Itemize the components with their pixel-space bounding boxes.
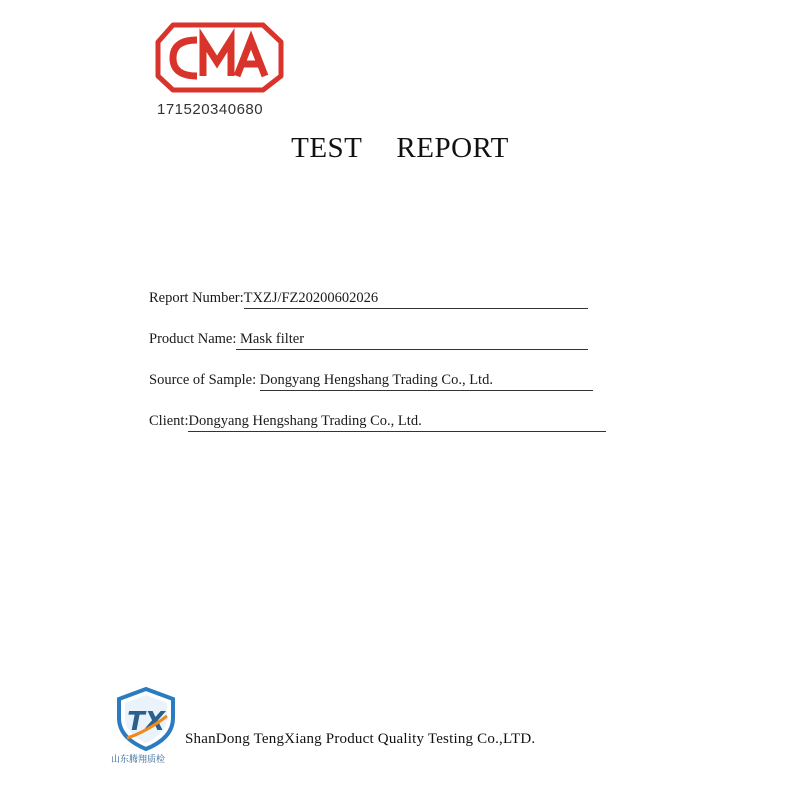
title-word-report: REPORT: [396, 132, 509, 164]
company-logo-icon: [113, 686, 179, 752]
field-report-number: [149, 290, 588, 309]
field-label: Client:: [149, 413, 189, 429]
field-value: TXZJ/FZ20200602026: [244, 290, 588, 309]
title-word-test: TEST: [291, 132, 363, 164]
page-title: [0, 132, 800, 165]
certificate-number: 171520340680: [157, 101, 264, 118]
field-label: Report Number:: [149, 290, 244, 306]
field-value: Mask filter: [236, 331, 588, 350]
field-value: Dongyang Hengshang Trading Co., Ltd.: [260, 372, 593, 391]
field-label: Product Name:: [149, 331, 237, 347]
field-value: Dongyang Hengshang Trading Co., Ltd.: [188, 413, 606, 432]
field-source-of-sample: [149, 372, 593, 391]
field-label: Source of Sample:: [149, 372, 260, 388]
field-product-name: [149, 331, 588, 350]
field-client: [149, 413, 606, 432]
cma-logo: [153, 20, 286, 94]
company-name: ShanDong TengXiang Product Quality Testing Co.,LTD.: [185, 731, 536, 747]
company-name-cn: 山东腾翔质检: [111, 755, 166, 765]
logo-mark: TX: [127, 707, 165, 737]
